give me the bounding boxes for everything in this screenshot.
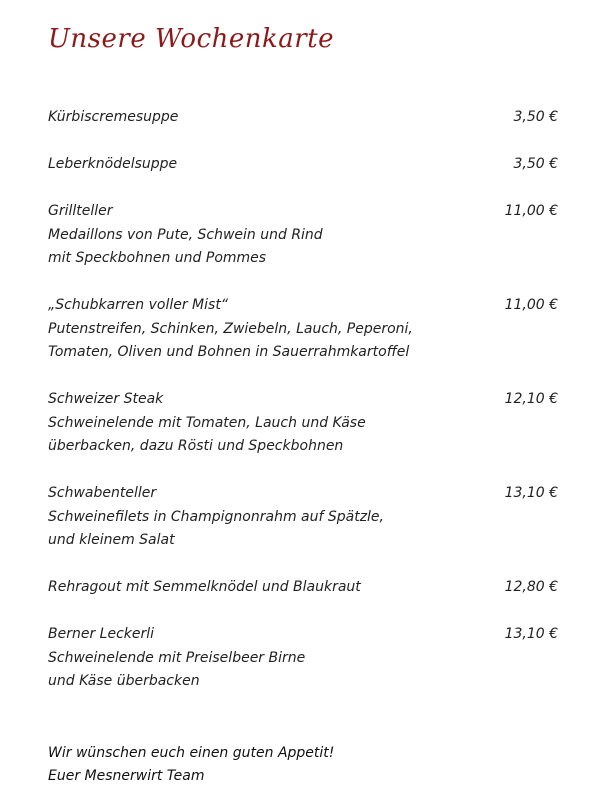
menu-item xyxy=(48,623,558,694)
menu-item-name: Schwabenteller xyxy=(48,485,157,501)
menu-item-description: mit Speckbohnen und Pommes xyxy=(48,250,267,266)
menu-item-name: „Schubkarren voller Mist“ xyxy=(48,297,229,313)
menu-item-name: Berner Leckerli xyxy=(48,626,155,642)
menu-item-description: Medaillons von Pute, Schwein und Rind xyxy=(48,226,323,243)
menu-item-description: Putenstreifen, Schinken, Zwiebeln, Lauch, Peperoni, xyxy=(48,320,413,337)
menu-item-name: Schweizer Steak xyxy=(48,391,164,407)
menu-item-description: Schweinefilets in Champignonrahm auf Spätzle, xyxy=(48,508,384,525)
menu-item-description: überbacken, dazu Rösti und Speckbohnen xyxy=(48,438,344,454)
menu-item-price: 11,00 € xyxy=(504,203,558,219)
footer xyxy=(48,742,334,788)
menu-item xyxy=(48,106,558,130)
menu-list xyxy=(48,106,558,717)
menu-item-name: Kürbiscremesuppe xyxy=(48,109,179,125)
menu-item-price: 11,00 € xyxy=(504,297,558,313)
menu-item-description: Tomaten, Oliven und Bohnen in Sauerrahmkartoffel xyxy=(48,344,410,360)
menu-item xyxy=(48,294,558,365)
footer-greeting: Wir wünschen euch einen guten Appetit! xyxy=(48,745,335,761)
menu-item-price: 3,50 € xyxy=(513,109,558,125)
menu-item xyxy=(48,200,558,271)
menu-item-price: 13,10 € xyxy=(504,485,558,501)
footer-signature: Euer Mesnerwirt Team xyxy=(48,768,205,784)
menu-item-description: Schweinelende mit Preiselbeer Birne xyxy=(48,649,306,666)
menu-item-description: und kleinem Salat xyxy=(48,532,175,548)
menu-item-name: Grillteller xyxy=(48,203,113,219)
menu-item xyxy=(48,388,558,459)
menu-item-description: Schweinelende mit Tomaten, Lauch und Käse xyxy=(48,414,366,431)
menu-item-name: Rehragout mit Semmelknödel und Blaukraut xyxy=(48,579,361,595)
menu-item-price: 12,80 € xyxy=(504,579,558,595)
menu-item-description: und Käse überbacken xyxy=(48,673,200,689)
page-title: Unsere Wochenkarte xyxy=(48,24,335,54)
menu-item xyxy=(48,482,558,553)
menu-item xyxy=(48,576,558,600)
menu-item-price: 12,10 € xyxy=(504,391,558,407)
menu-item xyxy=(48,153,558,177)
menu-item-price: 13,10 € xyxy=(504,626,558,642)
menu-item-name: Leberknödelsuppe xyxy=(48,156,178,172)
menu-item-price: 3,50 € xyxy=(513,156,558,172)
